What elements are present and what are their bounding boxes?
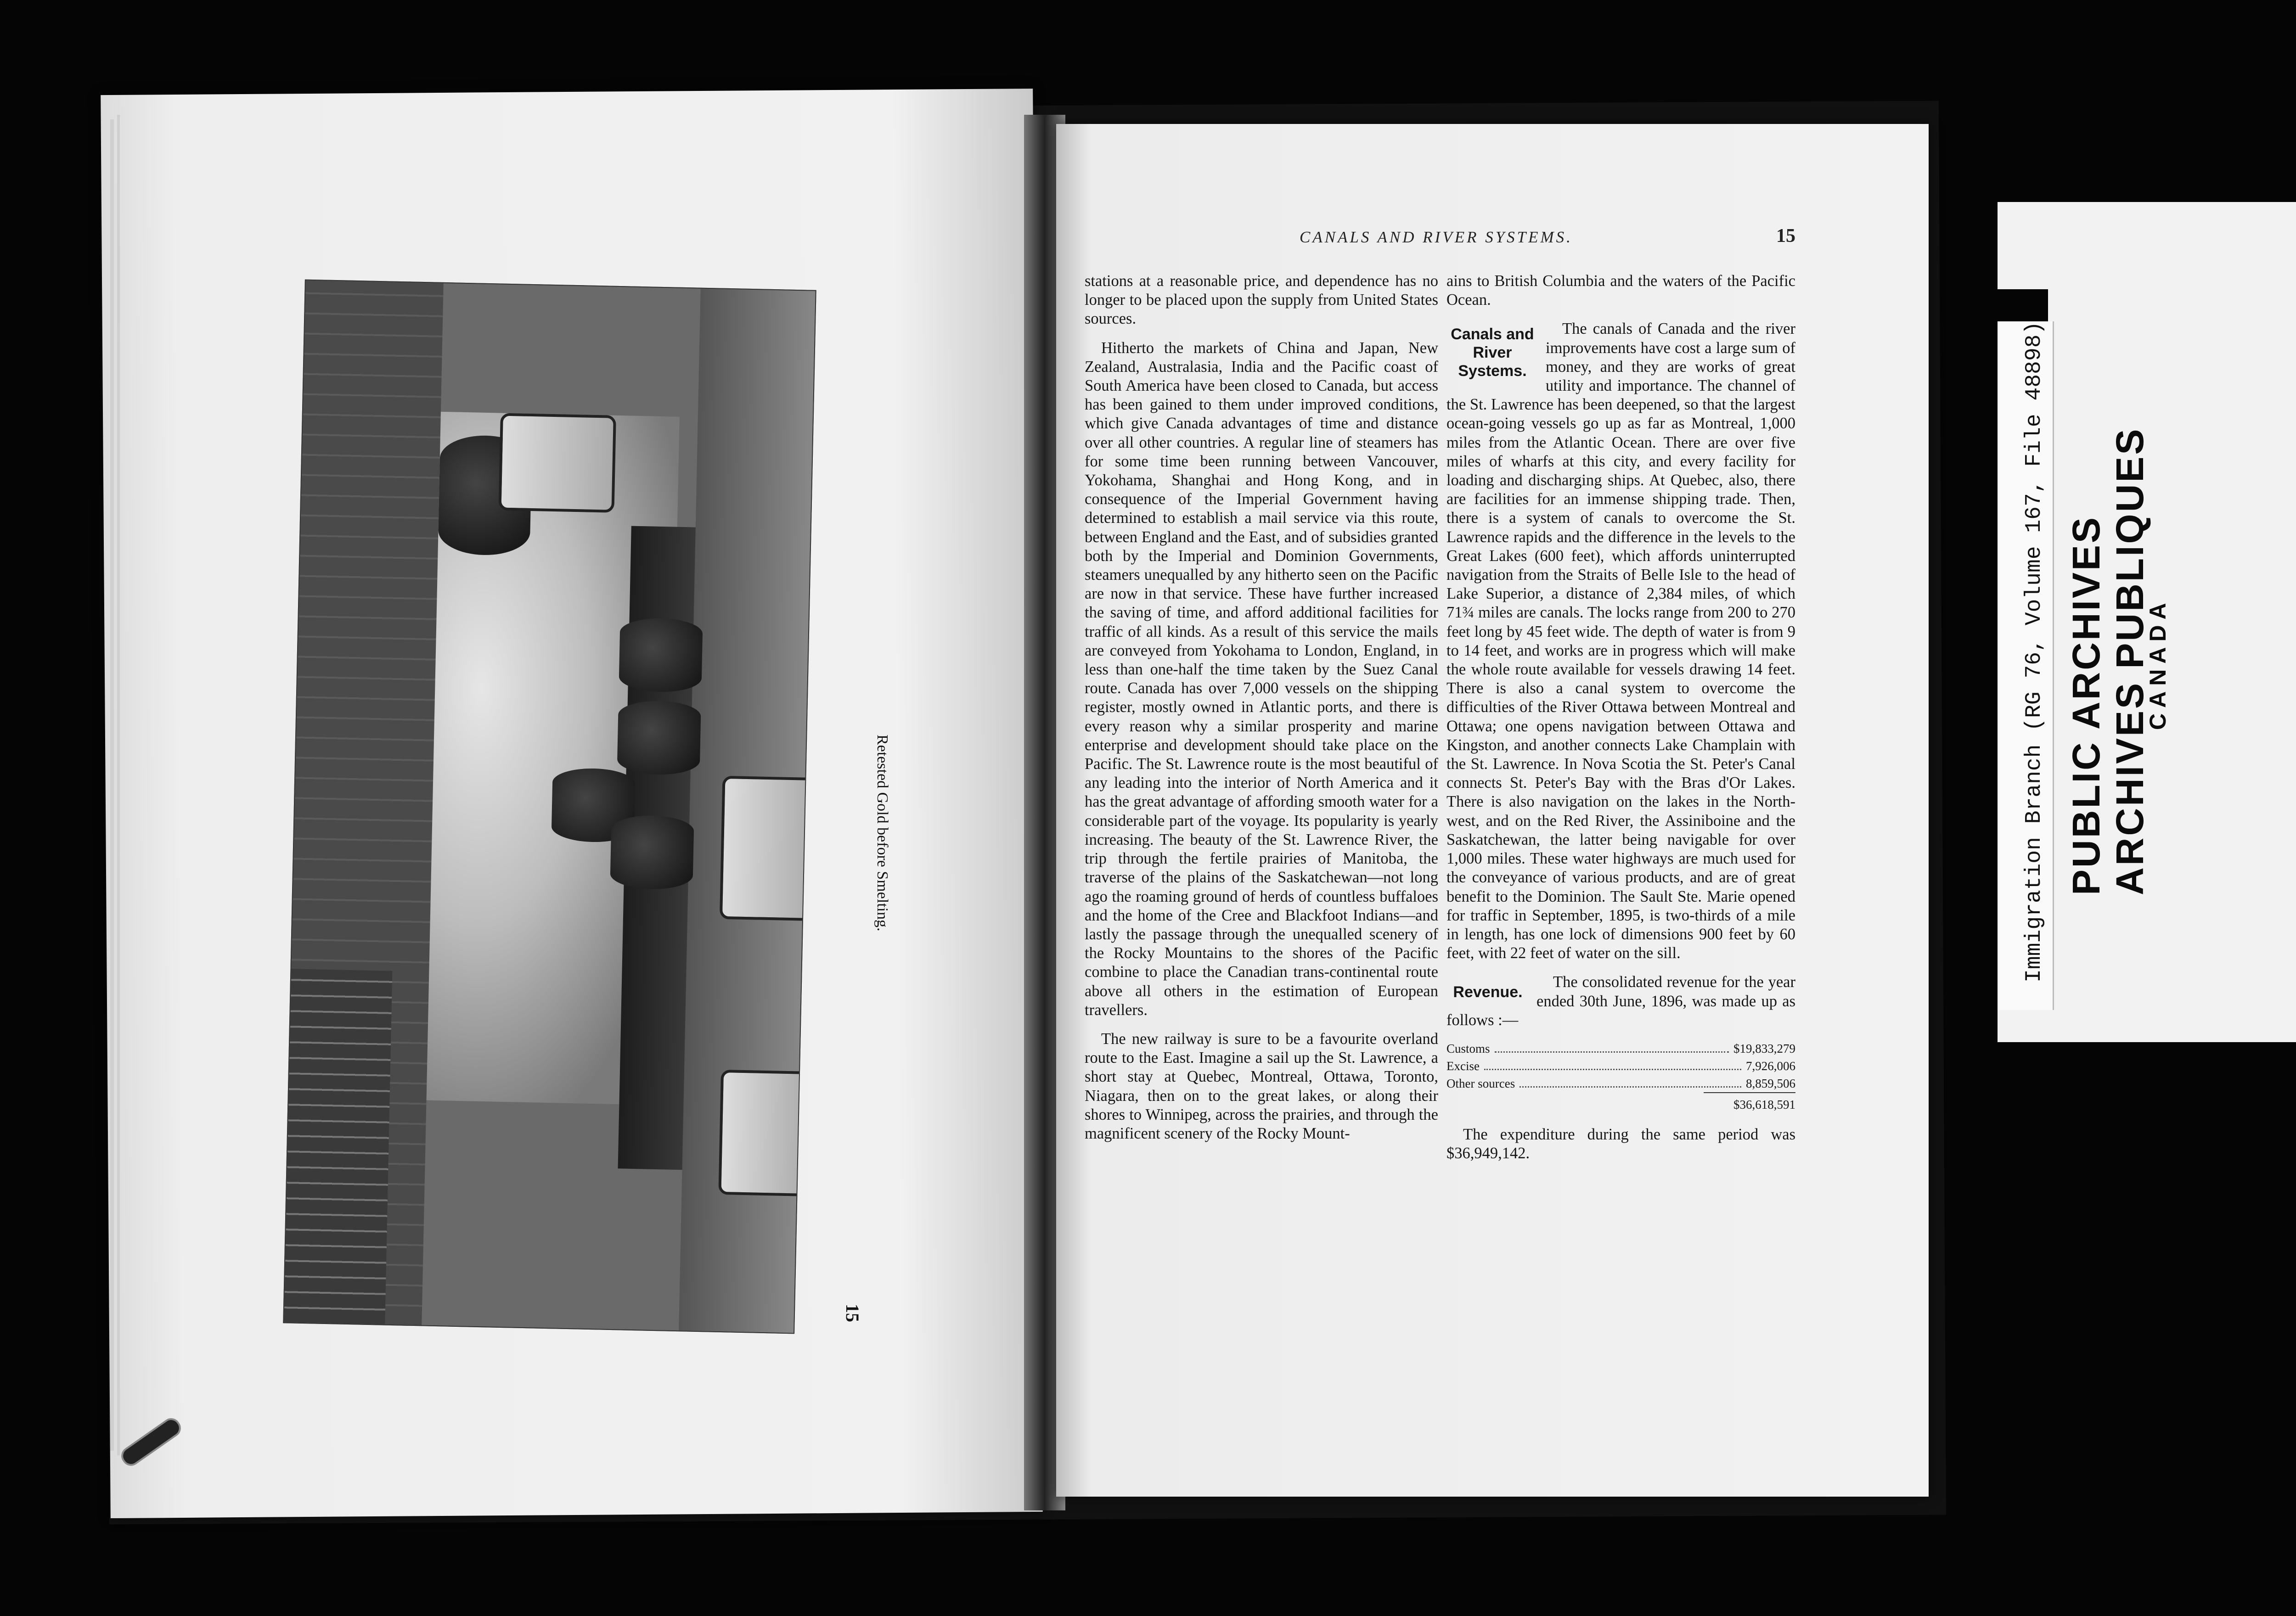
revenue-row bbox=[1446, 1057, 1795, 1075]
leader-dots bbox=[1484, 1057, 1741, 1070]
page-edge bbox=[117, 115, 120, 1455]
leader-dots bbox=[1495, 1040, 1729, 1053]
page-edge bbox=[110, 119, 114, 1451]
revenue-amount: $19,833,279 bbox=[1733, 1041, 1795, 1055]
paragraph: stations at a reasonable price, and dependence has no longer to be placed upon the supply from United States sources. bbox=[1085, 272, 1438, 328]
paragraph: The canals of Canada and the river improvements have cost a large sum of money, and they are works of great utility and importance. The channel of the St. Lawrence has been deepened, so that the largest ocean-going vessels go up as far as Montreal, 1,000 miles from the Atlantic Ocean. There are over five miles of wharfs at this city, and every facility for loading and discharging ships. At Quebec, also, there are facilities for an immense shipping trade. Then, there is a system of canals to overcome the St. Lawrence rapids and the difference in the levels to the Great Lakes (600 feet), which affords uninterrupted navigation from the Straits of Belle Isle to the head of Lake Superior, a distance of 2,384 miles, of which 71¾ miles are canals. The locks range from 200 to 270 feet long by 45 feet wide. The depth of water is from 9 to 14 feet, and works are in progress which will make the whole route available for vessels drawing 14 feet. There is also a canal system to overcome the difficulties of the River Ottawa between Montreal and Ottawa; one opens navigation between Ottawa and Kingston, and another connects Lake Champlain with the St. Lawrence. In Nova Scotia the St. Peter's Canal connects St. Peter's Bay with the Bras d'Or Lakes. There is also navigation on the lakes in the North-west, and on the Red River, the Assiniboine and the Saskatchewan, the latter being navigable for over 1,000 miles. These water highways are much used for the conveyance of various products, and are of great benefit to the Dominion. The Sault Ste. Marie opened for traffic in September, 1895, is two-thirds of a mile in length, has one lock of dimensions 900 feet by 60 feet, with 22 feet of water on the sill. bbox=[1446, 320, 1795, 962]
revenue-table bbox=[1446, 1040, 1795, 1113]
photograph-plate bbox=[283, 280, 816, 1334]
revenue-total: $36,618,591 bbox=[1704, 1092, 1795, 1113]
photo-crucible bbox=[617, 700, 701, 775]
text-column-left bbox=[1085, 272, 1438, 1153]
revenue-amount: 8,859,506 bbox=[1746, 1076, 1795, 1090]
revenue-row bbox=[1446, 1075, 1795, 1092]
revenue-amount: 7,926,006 bbox=[1746, 1059, 1795, 1073]
page-number: 15 bbox=[1776, 225, 1795, 247]
photo-crucible bbox=[619, 617, 703, 693]
photo-wall-lower bbox=[284, 969, 392, 1324]
photo-box bbox=[720, 776, 816, 921]
revenue-label: Excise bbox=[1446, 1059, 1480, 1073]
revenue-label: Other sources bbox=[1446, 1076, 1515, 1090]
paragraph: ains to British Columbia and the waters of the Pacific Ocean. bbox=[1446, 272, 1795, 309]
revenue-label: Customs bbox=[1446, 1041, 1490, 1055]
sidehead-canals: Canals and River Systems. bbox=[1451, 325, 1534, 380]
archive-title-english: PUBLIC ARCHIVES bbox=[2065, 516, 2108, 895]
archive-branch-label: Immigration Branch (RG 76, Volume 167, File 48898) bbox=[2022, 321, 2047, 982]
text-column-right bbox=[1446, 272, 1795, 1173]
running-head: CANALS AND RIVER SYSTEMS. bbox=[1300, 228, 1573, 246]
revenue-row bbox=[1446, 1040, 1795, 1057]
archive-title-french: ARCHIVES PUBLIQUES bbox=[2108, 427, 2151, 895]
archive-country: CANADA bbox=[2145, 597, 2171, 730]
paragraph: The expenditure during the same period was $36,949,142. bbox=[1446, 1125, 1795, 1162]
paragraph: The new railway is sure to be a favourite overland route to the East. Imagine a sail up the St. Lawrence, a short stay at Quebec, Montreal, Ottawa, Toronto, Niagara, then on to the great lakes, or along their shores to Winnipeg, across the prairies, and through the magnificent scenery of the Rocky Mount- bbox=[1085, 1030, 1438, 1142]
photo-crucible bbox=[610, 815, 694, 890]
plate-caption: Retested Gold before Smelting. bbox=[874, 735, 891, 931]
paragraph: The consolidated revenue for the year ended 30th June, 1896, was made up as follows :— bbox=[1446, 973, 1795, 1029]
archive-card-notch bbox=[1998, 289, 2048, 326]
sidehead-revenue: Revenue. bbox=[1453, 983, 1523, 1001]
leader-dots bbox=[1519, 1075, 1741, 1088]
paragraph: Hitherto the markets of China and Japan, New Zealand, Australasia, India and the Pacific coast of South America have been closed to Canada, but access has been gained to them under improved conditions, which give Canada advantages of time and distance over all other countries. A regular line of steamers has for some time been running between Vancouver, Yokohama, Shanghai and Hong Kong, and in consequence of the Imperial Government having determined to establish a mail service via this route, between England and the East, and of subsidies granted both by the Imperial and Dominion Governments, steamers unequalled by any hitherto seen on the Pacific are now in that service. These have further increased the saving of time, and afford additional facilities for traffic of all kinds. As a result of this service the mails are conveyed from Yokohama to London, England, in less than one-half the time taken by the Suez Canal route. Canada has over 7,000 vessels on the shipping register, mostly owned in Atlantic ports, and there is every reason why a similar prosperity and marine enterprise and development should take place on the Pacific. The St. Lawrence route is the most beautiful of any leading into the interior of North America and it has the great advantage of affording smooth water for a considerable part of the voyage. Its popularity is yearly increasing. The beauty of the St. Lawrence River, the trip through the fertile prairies of Manitoba, the traverse of the plains of the Saskatchewan—not long ago the roaming ground of herds of countless buffaloes and the home of the Cree and Blackfoot Indians—and lastly the passage through the unequalled scenery of the Rocky Mountains to the shores of the Pacific combine to place the Canadian trans-continental route above all others in the estimation of European travellers. bbox=[1085, 339, 1438, 1019]
photo-bucket bbox=[498, 413, 616, 513]
plate-number: 15 bbox=[842, 1304, 863, 1322]
